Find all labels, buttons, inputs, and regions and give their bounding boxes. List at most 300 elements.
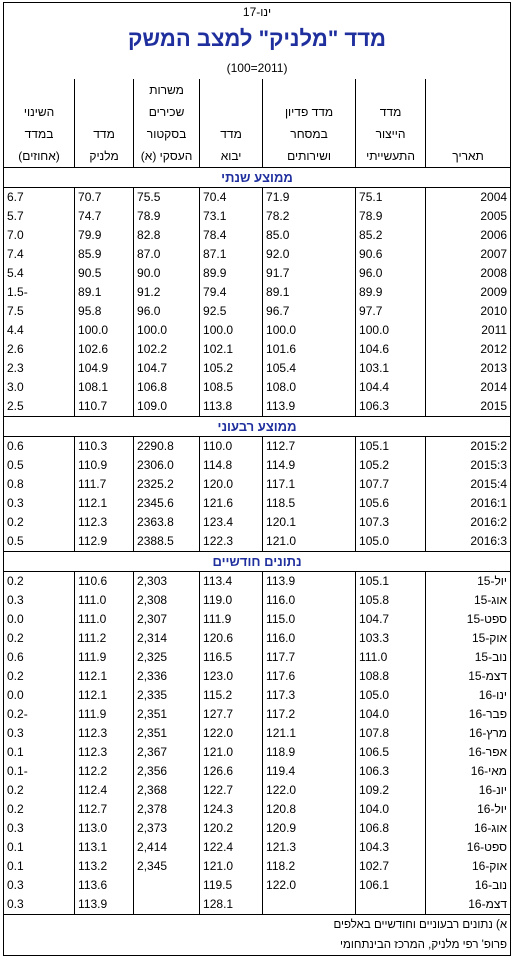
cell-melnick: 110.7 bbox=[75, 397, 134, 417]
section-header-monthly bbox=[4, 552, 511, 572]
table-row bbox=[4, 876, 511, 895]
cell-emp bbox=[134, 895, 200, 915]
cell-imp: 111.9 bbox=[200, 610, 263, 629]
cell-emp: 2,368 bbox=[134, 781, 200, 800]
cell-trade: 71.9 bbox=[263, 188, 356, 208]
cell-date: נוב-15 bbox=[426, 648, 511, 667]
cell-ind: 105.1 bbox=[356, 572, 426, 592]
cell-ind: 103.3 bbox=[356, 629, 426, 648]
col-header: במדד bbox=[4, 123, 75, 145]
cell-trade: 117.2 bbox=[263, 705, 356, 724]
table-row bbox=[4, 321, 511, 340]
cell-chg: 0.8 bbox=[4, 475, 75, 494]
cell-chg: 2.3 bbox=[4, 359, 75, 378]
cell-imp: 70.4 bbox=[200, 188, 263, 208]
cell-ind: 107.3 bbox=[356, 513, 426, 532]
cell-trade: 121.3 bbox=[263, 838, 356, 857]
cell-date: דצמ-16 bbox=[426, 895, 511, 915]
table-row bbox=[4, 705, 511, 724]
cell-imp: 126.6 bbox=[200, 762, 263, 781]
cell-imp: 119.5 bbox=[200, 876, 263, 895]
cell-emp: 106.8 bbox=[134, 378, 200, 397]
cell-imp: 116.5 bbox=[200, 648, 263, 667]
table-row bbox=[4, 819, 511, 838]
cell-melnick: 79.9 bbox=[75, 226, 134, 245]
col-header: בסקטור bbox=[134, 123, 200, 145]
header-row-2: מדד מדד פדיון שכירים השינוי bbox=[4, 101, 511, 123]
cell-melnick: 112.7 bbox=[75, 800, 134, 819]
col-header-employment: העסקי (א) bbox=[134, 145, 200, 168]
cell-melnick: 113.9 bbox=[75, 895, 134, 915]
cell-emp: 2363.8 bbox=[134, 513, 200, 532]
cell-trade: 89.1 bbox=[263, 283, 356, 302]
cell-chg: 0.1 bbox=[4, 838, 75, 857]
cell-emp: 2,325 bbox=[134, 648, 200, 667]
cell-chg: 0.0 bbox=[4, 610, 75, 629]
cell-melnick: 113.0 bbox=[75, 819, 134, 838]
cell-ind: 104.6 bbox=[356, 340, 426, 359]
cell-imp: 119.0 bbox=[200, 591, 263, 610]
base-year-label: (2011=100) bbox=[4, 57, 511, 79]
cell-chg: 2.5 bbox=[4, 397, 75, 417]
cell-ind: 106.5 bbox=[356, 743, 426, 762]
cell-trade: 108.0 bbox=[263, 378, 356, 397]
cell-chg: 0.5 bbox=[4, 456, 75, 475]
table-row bbox=[4, 359, 511, 378]
table-row bbox=[4, 378, 511, 397]
cell-melnick: 70.7 bbox=[75, 188, 134, 208]
cell-date: 2015:2 bbox=[426, 437, 511, 457]
cell-trade: 92.0 bbox=[263, 245, 356, 264]
cell-emp: 100.0 bbox=[134, 321, 200, 340]
cell-ind: 106.8 bbox=[356, 819, 426, 838]
cell-date: יול-16 bbox=[426, 800, 511, 819]
cell-chg: 0.3 bbox=[4, 819, 75, 838]
cell-ind: 100.0 bbox=[356, 321, 426, 340]
cell-imp: 78.4 bbox=[200, 226, 263, 245]
cell-emp: 2,335 bbox=[134, 686, 200, 705]
page-title: מדד "מלניק" למצב המשק bbox=[4, 21, 511, 57]
cell-date: 2014 bbox=[426, 378, 511, 397]
cell-imp: 110.0 bbox=[200, 437, 263, 457]
table-row bbox=[4, 629, 511, 648]
cell-date: ספט-16 bbox=[426, 838, 511, 857]
table-row bbox=[4, 340, 511, 359]
cell-emp: 82.8 bbox=[134, 226, 200, 245]
cell-chg: 7.4 bbox=[4, 245, 75, 264]
cell-ind: 109.2 bbox=[356, 781, 426, 800]
cell-ind: 105.0 bbox=[356, 532, 426, 552]
cell-trade: 120.9 bbox=[263, 819, 356, 838]
table-row bbox=[4, 648, 511, 667]
cell-ind: 104.0 bbox=[356, 800, 426, 819]
cell-date: יול-15 bbox=[426, 572, 511, 592]
cell-ind: 75.1 bbox=[356, 188, 426, 208]
cell-trade: 112.7 bbox=[263, 437, 356, 457]
cell-imp: 108.5 bbox=[200, 378, 263, 397]
table-row bbox=[4, 762, 511, 781]
cell-ind: 105.1 bbox=[356, 437, 426, 457]
col-header-industrial: התעשייתי bbox=[356, 145, 426, 168]
cell-emp: 75.5 bbox=[134, 188, 200, 208]
cell-melnick: 110.3 bbox=[75, 437, 134, 457]
col-header: במסחר bbox=[263, 123, 356, 145]
cell-emp: 2,414 bbox=[134, 838, 200, 857]
cell-emp: 2,345 bbox=[134, 857, 200, 876]
cell-imp: 79.4 bbox=[200, 283, 263, 302]
cell-ind: 105.2 bbox=[356, 456, 426, 475]
cell-trade: 115.0 bbox=[263, 610, 356, 629]
footnote: א) נתונים רבעוניים וחודשיים באלפים bbox=[4, 915, 511, 936]
cell-imp: 89.9 bbox=[200, 264, 263, 283]
table-row bbox=[4, 781, 511, 800]
table-row bbox=[4, 800, 511, 819]
cell-emp: 90.0 bbox=[134, 264, 200, 283]
col-header-imports: יבוא bbox=[200, 145, 263, 168]
cell-trade: 122.0 bbox=[263, 781, 356, 800]
cell-trade: 100.0 bbox=[263, 321, 356, 340]
cell-melnick: 89.1 bbox=[75, 283, 134, 302]
cell-date: 2012 bbox=[426, 340, 511, 359]
cell-date: 2005 bbox=[426, 207, 511, 226]
cell-melnick: 112.1 bbox=[75, 494, 134, 513]
cell-chg: 0.1 bbox=[4, 743, 75, 762]
cell-melnick: 111.0 bbox=[75, 591, 134, 610]
col-header: מדד bbox=[200, 123, 263, 145]
cell-ind: 104.4 bbox=[356, 378, 426, 397]
cell-imp: 121.6 bbox=[200, 494, 263, 513]
cell-ind: 106.3 bbox=[356, 762, 426, 781]
cell-ind: 89.9 bbox=[356, 283, 426, 302]
cell-ind: 90.6 bbox=[356, 245, 426, 264]
cell-trade: 116.0 bbox=[263, 591, 356, 610]
cell-chg: 0.6 bbox=[4, 437, 75, 457]
cell-date: 2015:3 bbox=[426, 456, 511, 475]
section-title: ממוצע שנתי bbox=[4, 168, 511, 188]
cell-chg: 0.3 bbox=[4, 591, 75, 610]
col-header-change: (אחוזים) bbox=[4, 145, 75, 168]
cell-date: ספט-15 bbox=[426, 610, 511, 629]
footnote-row bbox=[4, 915, 511, 936]
table-row bbox=[4, 610, 511, 629]
cell-emp: 2,351 bbox=[134, 724, 200, 743]
cell-trade: 117.1 bbox=[263, 475, 356, 494]
cell-date: 2009 bbox=[426, 283, 511, 302]
cell-chg: -0.2 bbox=[4, 705, 75, 724]
table-row bbox=[4, 226, 511, 245]
cell-imp: 121.0 bbox=[200, 743, 263, 762]
col-header: הייצור bbox=[356, 123, 426, 145]
cell-date: יונ-16 bbox=[426, 781, 511, 800]
footnote: פרופ' רפי מלניק, המרכז הבינתחומי bbox=[4, 935, 511, 956]
cell-ind: 107.8 bbox=[356, 724, 426, 743]
cell-emp: 2,308 bbox=[134, 591, 200, 610]
cell-melnick: 95.8 bbox=[75, 302, 134, 321]
cell-trade: 114.9 bbox=[263, 456, 356, 475]
cell-melnick: 111.9 bbox=[75, 648, 134, 667]
cell-chg: 0.2 bbox=[4, 667, 75, 686]
table-row bbox=[4, 572, 511, 592]
col-header: שכירים bbox=[134, 101, 200, 123]
cell-date: 2015:4 bbox=[426, 475, 511, 494]
cell-emp: 104.7 bbox=[134, 359, 200, 378]
cell-date: 2007 bbox=[426, 245, 511, 264]
cell-emp: 2290.8 bbox=[134, 437, 200, 457]
cell-melnick: 113.1 bbox=[75, 838, 134, 857]
table-row bbox=[4, 591, 511, 610]
cell-trade: 113.9 bbox=[263, 397, 356, 417]
cell-melnick: 112.9 bbox=[75, 532, 134, 552]
cell-trade: 117.7 bbox=[263, 648, 356, 667]
cell-melnick: 112.4 bbox=[75, 781, 134, 800]
cell-imp: 105.2 bbox=[200, 359, 263, 378]
cell-date: דצמ-15 bbox=[426, 667, 511, 686]
cell-emp: 2,336 bbox=[134, 667, 200, 686]
cell-trade: 101.6 bbox=[263, 340, 356, 359]
table-row bbox=[4, 838, 511, 857]
cell-chg: 3.0 bbox=[4, 378, 75, 397]
cell-imp: 121.0 bbox=[200, 857, 263, 876]
cell-ind: 106.1 bbox=[356, 876, 426, 895]
cell-date: 2011 bbox=[426, 321, 511, 340]
cell-chg: -1.5 bbox=[4, 283, 75, 302]
cell-chg: 0.6 bbox=[4, 648, 75, 667]
cell-date: אוק-15 bbox=[426, 629, 511, 648]
cell-chg: 0.2 bbox=[4, 572, 75, 592]
cell-melnick: 112.2 bbox=[75, 762, 134, 781]
cell-emp: 2,373 bbox=[134, 819, 200, 838]
cell-melnick: 111.9 bbox=[75, 705, 134, 724]
cell-ind: 97.7 bbox=[356, 302, 426, 321]
table-row bbox=[4, 895, 511, 915]
cell-ind: 111.0 bbox=[356, 648, 426, 667]
cell-trade: 122.0 bbox=[263, 876, 356, 895]
cell-ind: 105.0 bbox=[356, 686, 426, 705]
table-row bbox=[4, 513, 511, 532]
cell-imp: 124.3 bbox=[200, 800, 263, 819]
cell-melnick: 112.3 bbox=[75, 513, 134, 532]
cell-chg: 0.2 bbox=[4, 629, 75, 648]
cell-date: 2016:2 bbox=[426, 513, 511, 532]
col-header-trade: ושירותים bbox=[263, 145, 356, 168]
cell-date: ינו-16 bbox=[426, 686, 511, 705]
cell-melnick: 111.2 bbox=[75, 629, 134, 648]
cell-emp: 87.0 bbox=[134, 245, 200, 264]
cell-trade: 105.4 bbox=[263, 359, 356, 378]
table-row bbox=[4, 302, 511, 321]
cell-date: 2008 bbox=[426, 264, 511, 283]
cell-ind: 106.3 bbox=[356, 397, 426, 417]
table-row bbox=[4, 743, 511, 762]
cell-emp: 78.9 bbox=[134, 207, 200, 226]
cell-melnick: 90.5 bbox=[75, 264, 134, 283]
report-date: ינו-17 bbox=[4, 3, 511, 22]
cell-date: מאי-16 bbox=[426, 762, 511, 781]
header-row-3 bbox=[4, 123, 511, 145]
cell-emp: 2325.2 bbox=[134, 475, 200, 494]
header-row-1 bbox=[4, 79, 511, 101]
cell-trade: 119.4 bbox=[263, 762, 356, 781]
cell-melnick: 113.6 bbox=[75, 876, 134, 895]
table-row bbox=[4, 188, 511, 208]
cell-imp: 92.5 bbox=[200, 302, 263, 321]
cell-trade: 113.9 bbox=[263, 572, 356, 592]
cell-melnick: 104.9 bbox=[75, 359, 134, 378]
footnote-row bbox=[4, 935, 511, 956]
cell-trade: 120.1 bbox=[263, 513, 356, 532]
cell-melnick: 102.6 bbox=[75, 340, 134, 359]
cell-imp: 73.1 bbox=[200, 207, 263, 226]
cell-chg: 0.5 bbox=[4, 532, 75, 552]
cell-date: אפר-16 bbox=[426, 743, 511, 762]
cell-date: פבר-16 bbox=[426, 705, 511, 724]
col-header bbox=[75, 101, 134, 123]
cell-imp: 102.1 bbox=[200, 340, 263, 359]
cell-imp: 113.4 bbox=[200, 572, 263, 592]
col-header-melnick: מלניק bbox=[75, 145, 134, 168]
table-row bbox=[4, 667, 511, 686]
cell-emp: 2306.0 bbox=[134, 456, 200, 475]
cell-chg: 0.3 bbox=[4, 724, 75, 743]
table-row bbox=[4, 475, 511, 494]
cell-date: אוק-16 bbox=[426, 857, 511, 876]
melnick-index-table bbox=[3, 2, 511, 956]
cell-emp: 2388.5 bbox=[134, 532, 200, 552]
cell-trade: 91.7 bbox=[263, 264, 356, 283]
cell-chg: 0.2 bbox=[4, 781, 75, 800]
cell-imp: 87.1 bbox=[200, 245, 263, 264]
cell-chg: -0.1 bbox=[4, 762, 75, 781]
cell-emp: 2,378 bbox=[134, 800, 200, 819]
cell-imp: 113.8 bbox=[200, 397, 263, 417]
cell-imp: 128.1 bbox=[200, 895, 263, 915]
cell-melnick: 113.2 bbox=[75, 857, 134, 876]
table-row bbox=[4, 207, 511, 226]
cell-imp: 114.8 bbox=[200, 456, 263, 475]
cell-date: 2004 bbox=[426, 188, 511, 208]
cell-imp: 123.4 bbox=[200, 513, 263, 532]
cell-imp: 122.3 bbox=[200, 532, 263, 552]
cell-trade: 118.9 bbox=[263, 743, 356, 762]
cell-ind: 85.2 bbox=[356, 226, 426, 245]
cell-emp: 2,314 bbox=[134, 629, 200, 648]
cell-trade: 118.5 bbox=[263, 494, 356, 513]
cell-chg: 0.2 bbox=[4, 513, 75, 532]
cell-chg: 6.7 bbox=[4, 188, 75, 208]
cell-emp: 102.2 bbox=[134, 340, 200, 359]
header-row-4 bbox=[4, 145, 511, 168]
cell-trade: 117.3 bbox=[263, 686, 356, 705]
cell-ind: 104.3 bbox=[356, 838, 426, 857]
table-row bbox=[4, 686, 511, 705]
cell-trade: 85.0 bbox=[263, 226, 356, 245]
cell-imp: 122.4 bbox=[200, 838, 263, 857]
cell-emp: 109.0 bbox=[134, 397, 200, 417]
cell-melnick: 112.1 bbox=[75, 686, 134, 705]
cell-ind: 105.6 bbox=[356, 494, 426, 513]
cell-imp: 122.0 bbox=[200, 724, 263, 743]
cell-ind: 105.8 bbox=[356, 591, 426, 610]
section-header-annual bbox=[4, 168, 511, 188]
cell-ind: 103.1 bbox=[356, 359, 426, 378]
cell-melnick: 100.0 bbox=[75, 321, 134, 340]
cell-imp: 120.0 bbox=[200, 475, 263, 494]
cell-ind bbox=[356, 895, 426, 915]
cell-date: 2010 bbox=[426, 302, 511, 321]
cell-trade: 120.8 bbox=[263, 800, 356, 819]
section-header-quarterly bbox=[4, 417, 511, 437]
cell-melnick: 111.0 bbox=[75, 610, 134, 629]
cell-ind: 108.8 bbox=[356, 667, 426, 686]
cell-emp bbox=[134, 876, 200, 895]
col-header-date: תאריך bbox=[426, 145, 511, 168]
cell-date: 2006 bbox=[426, 226, 511, 245]
cell-emp: 2345.6 bbox=[134, 494, 200, 513]
cell-chg: 0.3 bbox=[4, 494, 75, 513]
cell-ind: 78.9 bbox=[356, 207, 426, 226]
cell-chg: 0.3 bbox=[4, 895, 75, 915]
cell-imp: 127.7 bbox=[200, 705, 263, 724]
cell-emp: 2,356 bbox=[134, 762, 200, 781]
cell-ind: 104.7 bbox=[356, 610, 426, 629]
section-title: ממוצע רבעוני bbox=[4, 417, 511, 437]
cell-chg: 0.1 bbox=[4, 857, 75, 876]
cell-date: מרץ-16 bbox=[426, 724, 511, 743]
cell-melnick: 110.9 bbox=[75, 456, 134, 475]
cell-emp: 2,351 bbox=[134, 705, 200, 724]
table-row bbox=[4, 437, 511, 457]
cell-melnick: 112.1 bbox=[75, 667, 134, 686]
cell-melnick: 85.9 bbox=[75, 245, 134, 264]
cell-emp: 2,367 bbox=[134, 743, 200, 762]
cell-imp: 115.2 bbox=[200, 686, 263, 705]
cell-imp: 100.0 bbox=[200, 321, 263, 340]
cell-melnick: 112.3 bbox=[75, 743, 134, 762]
cell-trade: 117.6 bbox=[263, 667, 356, 686]
cell-melnick: 111.7 bbox=[75, 475, 134, 494]
cell-chg: 0.3 bbox=[4, 876, 75, 895]
cell-melnick: 110.6 bbox=[75, 572, 134, 592]
col-header: משרות bbox=[134, 79, 200, 101]
cell-imp: 120.6 bbox=[200, 629, 263, 648]
table-row bbox=[4, 264, 511, 283]
table-row bbox=[4, 532, 511, 552]
cell-emp: 96.0 bbox=[134, 302, 200, 321]
cell-date: נוב-16 bbox=[426, 876, 511, 895]
section-title: נתונים חודשיים bbox=[4, 552, 511, 572]
table-row bbox=[4, 494, 511, 513]
cell-trade: 78.2 bbox=[263, 207, 356, 226]
cell-trade: 118.2 bbox=[263, 857, 356, 876]
cell-ind: 96.0 bbox=[356, 264, 426, 283]
cell-date: אוג-16 bbox=[426, 819, 511, 838]
table-row bbox=[4, 857, 511, 876]
cell-chg: 2.6 bbox=[4, 340, 75, 359]
cell-chg: 7.0 bbox=[4, 226, 75, 245]
table-row bbox=[4, 456, 511, 475]
spreadsheet bbox=[3, 2, 510, 951]
cell-trade: 96.7 bbox=[263, 302, 356, 321]
cell-ind: 102.7 bbox=[356, 857, 426, 876]
cell-date: 2016:3 bbox=[426, 532, 511, 552]
cell-trade: 121.1 bbox=[263, 724, 356, 743]
cell-chg: 4.4 bbox=[4, 321, 75, 340]
cell-melnick: 112.3 bbox=[75, 724, 134, 743]
cell-trade: 116.0 bbox=[263, 629, 356, 648]
cell-imp: 122.7 bbox=[200, 781, 263, 800]
cell-chg: 7.5 bbox=[4, 302, 75, 321]
cell-trade: 121.0 bbox=[263, 532, 356, 552]
